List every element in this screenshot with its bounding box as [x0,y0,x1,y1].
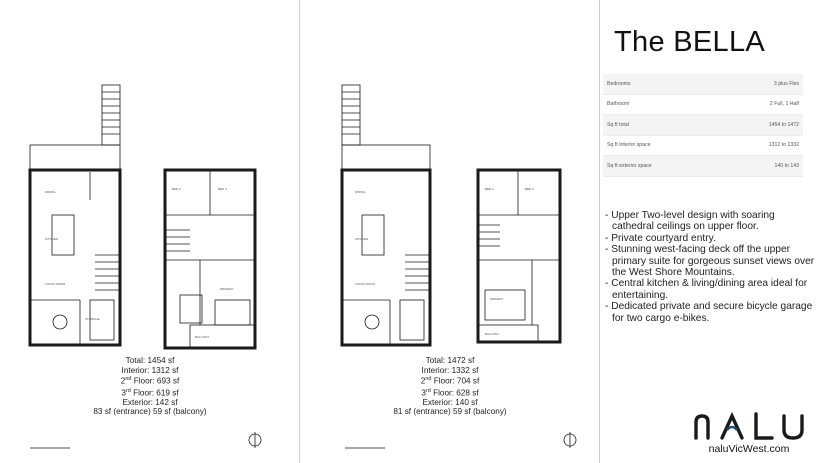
svg-text:BED 2: BED 2 [485,187,494,191]
svg-text:BALCONY: BALCONY [195,335,210,339]
svg-text:LIVING ROOM: LIVING ROOM [355,282,376,286]
spec-row [603,156,803,177]
interior-area: Interior: 1312 sf [121,365,179,375]
total-area: Total: 1454 sf [125,356,175,365]
third-floor-area: 3rd Floor: 619 sf [121,387,179,398]
website-link[interactable]: naluVicWest.com [708,443,790,455]
spec-label: Sq ft Interior space [607,142,651,149]
spec-value: 2 Full, 1 Half [769,101,799,108]
second-floor-area: 2nd Floor: 693 sf [120,376,180,386]
nalu-logo [690,412,808,440]
total-area: Total: 1472 sf [425,356,475,365]
svg-text:LIVING ROOM: LIVING ROOM [45,282,66,286]
svg-text:STORAGE: STORAGE [85,317,100,321]
listing-title: The BELLA [614,26,766,58]
floor-plan-sheet-1 [0,0,300,463]
svg-text:KITCHEN: KITCHEN [355,237,369,241]
feature-item: - Dedicated private and secure bicycle garage for two cargo e-bikes. [605,301,813,324]
feature-item: - Upper Two-level design with soaring cathedral ceilings on upper floor. [605,210,775,233]
svg-text:DINING: DINING [45,190,56,194]
svg-text:BED 3: BED 3 [218,187,227,191]
exterior-area: Exterior: 140 sf [422,397,478,407]
spec-label: Sq ft exterior space [607,162,652,169]
third-floor-area: 3rd Floor: 628 sf [421,387,479,398]
spec-row [603,95,803,116]
svg-text:KITCHEN: KITCHEN [45,237,59,241]
svg-text:PRIMARY: PRIMARY [220,287,234,291]
feature-item: - Central kitchen & living/dining area ideal for entertaining. [605,278,808,301]
svg-text:BED 3: BED 3 [525,187,534,191]
spec-table [603,74,803,177]
spec-value: 3 plus Flex [773,80,799,87]
spec-row [603,115,803,136]
spec-value: 1312 to 1332 [768,142,799,149]
second-floor-area: 2nd Floor: 704 sf [420,376,480,386]
svg-text:DINING: DINING [355,190,366,194]
spec-label: Sq ft total [607,121,629,128]
spec-value: 140 to 143 [774,162,799,169]
spec-label: Bathroom [607,101,630,108]
interior-area: Interior: 1332 sf [421,365,479,375]
exterior-breakdown: 83 sf (entrance) 59 sf (balcony) [93,407,207,417]
svg-text:PRIMARY: PRIMARY [490,297,504,301]
floor-plan-sheet-2 [300,0,600,463]
spec-label: Bedrooms [607,80,631,87]
feature-item: - Stunning west-facing deck off the upper primary suite for gorgeous sunset views over the West Shore Mountains. [605,244,815,279]
area-summary-1 [0,356,300,417]
svg-text:BALCONY: BALCONY [485,332,500,336]
feature-list [605,210,815,324]
exterior-area: Exterior: 142 sf [122,397,178,407]
spec-row [603,136,803,157]
spec-value: 1454 to 1472 [768,121,799,128]
feature-item: - Private courtyard entry. [605,232,716,244]
area-summary-2 [300,356,600,417]
exterior-breakdown: 81 sf (entrance) 59 sf (balcony) [393,407,507,417]
svg-text:BED 2: BED 2 [172,187,181,191]
spec-row [603,74,803,95]
